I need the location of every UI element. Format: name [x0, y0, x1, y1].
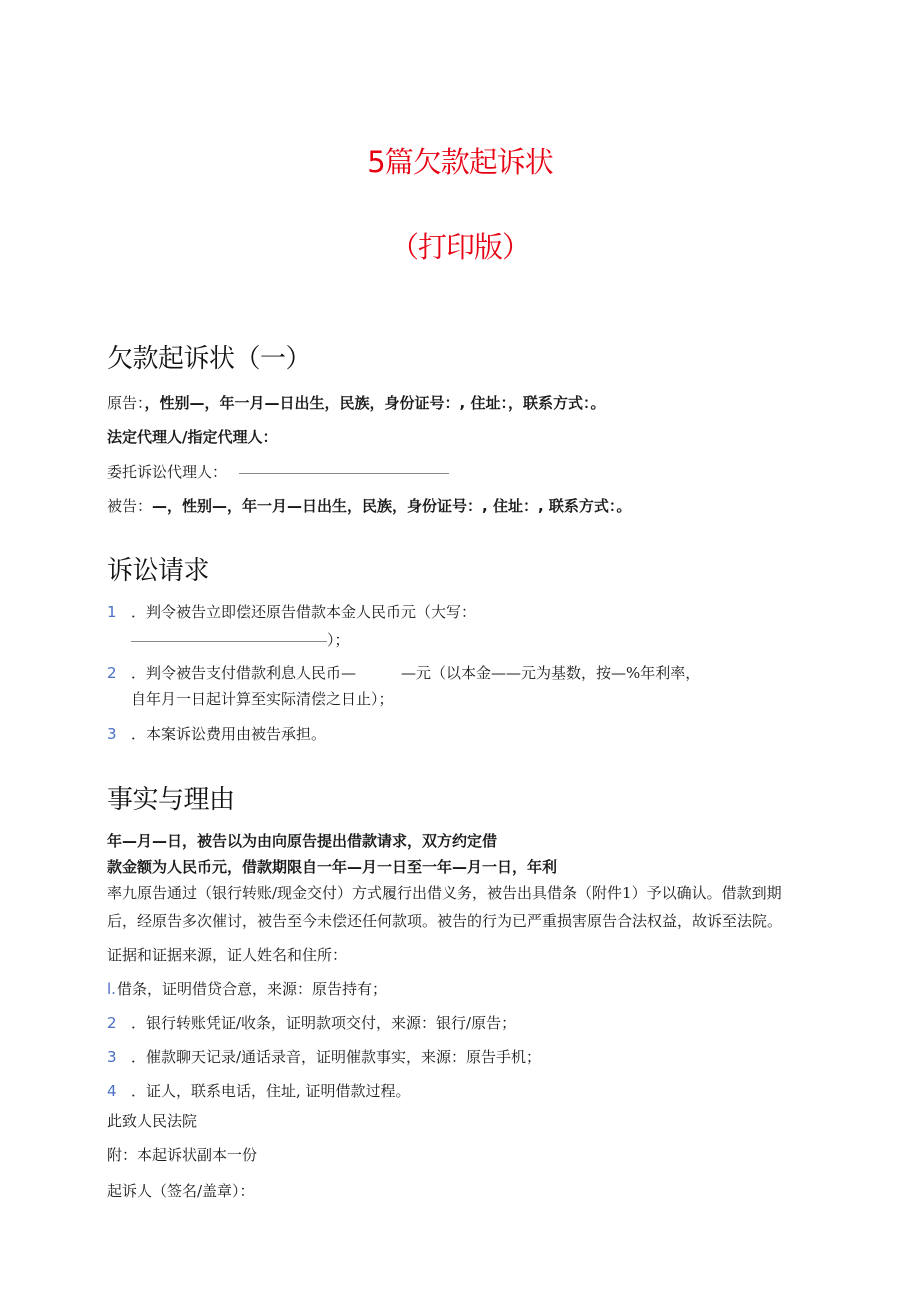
document-subtitle: （打印版） — [389, 230, 530, 264]
claim-text: ．本案诉讼费用由被告承担。 — [131, 725, 327, 743]
evidence-text: ．证人，联系电话，住址, 证明借款过程。 — [131, 1082, 411, 1100]
defendant-text: —，性别—，年一月—日出生，民族，身份证号：, 住址：, 联系方式：。 — [152, 497, 632, 515]
facts-para-line-1: 率九原告通过（银行转账/现金交付）方式履行出借义务，被告出具借条（附件1）予以确认。借款到期 — [107, 884, 782, 902]
evidence-number: 2 — [107, 1014, 117, 1032]
claim-text-tail: ）； — [327, 631, 350, 649]
claim-item-2-cont: 自年月一日起计算至实际清偿之日止）； — [131, 690, 394, 708]
defendant-line — [107, 495, 631, 517]
claim-text: ．判令被告立即偿还原告借款本金人民币元（大写： — [131, 603, 477, 621]
evidence-item-4 — [107, 1080, 411, 1102]
claim-number: 2 — [107, 664, 117, 682]
facts-heading: 事实与理由 — [107, 785, 235, 815]
amount-uppercase-blank — [131, 641, 327, 642]
claim-item-1 — [107, 601, 476, 623]
signer-line: 起诉人（签名/盖章）： — [107, 1182, 255, 1200]
claim-item-2 — [107, 662, 700, 684]
evidence-text: 借条，证明借贷合意，来源：原告持有； — [116, 980, 387, 998]
claims-heading: 诉讼请求 — [107, 556, 210, 586]
evidence-text: ．银行转账凭证/收条，证明款项交付，来源：银行/原告； — [131, 1014, 517, 1032]
court-line: 此致人民法院 — [107, 1112, 198, 1130]
defendant-label: 被告： — [107, 497, 153, 515]
claim-item-1-cont — [131, 629, 350, 651]
evidence-item-3 — [107, 1046, 541, 1068]
facts-bold-line-2: 款金额为人民币元，借款期限自一年—月一日至一年—月一日，年利 — [107, 858, 558, 876]
claim-item-3 — [107, 723, 326, 745]
document-title: 5篇欠款起诉状 — [367, 145, 553, 179]
evidence-text: ．催款聊天记录/通话录音，证明催款事实，来源：原告手机； — [131, 1048, 542, 1066]
evidence-number: l. — [107, 980, 116, 998]
evidence-item-2 — [107, 1012, 516, 1034]
claim-number: 1 — [107, 603, 117, 621]
entrusted-agent-line — [107, 461, 449, 483]
evidence-intro: 证据和证据来源，证人姓名和住所： — [107, 946, 348, 964]
plaintiff-label: 原告： — [107, 394, 145, 412]
entrusted-agent-label: 委托诉讼代理人： — [107, 463, 228, 481]
attachment-line: 附：本起诉状副本一份 — [107, 1146, 258, 1164]
facts-bold-line-1: 年—月—日，被告以为由向原告提出借款请求，双方约定借 — [107, 832, 498, 850]
evidence-item-1 — [107, 978, 387, 1000]
evidence-number: 3 — [107, 1048, 117, 1066]
agent-line: 法定代理人/指定代理人： — [107, 428, 278, 446]
section1-heading: 欠款起诉状（一） — [107, 344, 312, 374]
facts-para-line-2: 后，经原告多次催讨，被告至今未偿还任何款项。被告的行为已严重损害原告合法权益，故诉至法院。 — [107, 912, 783, 930]
plaintiff-line — [107, 392, 605, 414]
claim-text: ．判令被告支付借款利息人民币— —元（以本金——元为基数，按—%年利率， — [131, 664, 701, 682]
entrusted-agent-blank — [239, 473, 449, 474]
evidence-number: 4 — [107, 1082, 117, 1100]
plaintiff-text: ，性别—，年一月—日出生，民族，身份证号：, 住址：，联系方式：。 — [144, 394, 606, 412]
claim-number: 3 — [107, 725, 117, 743]
